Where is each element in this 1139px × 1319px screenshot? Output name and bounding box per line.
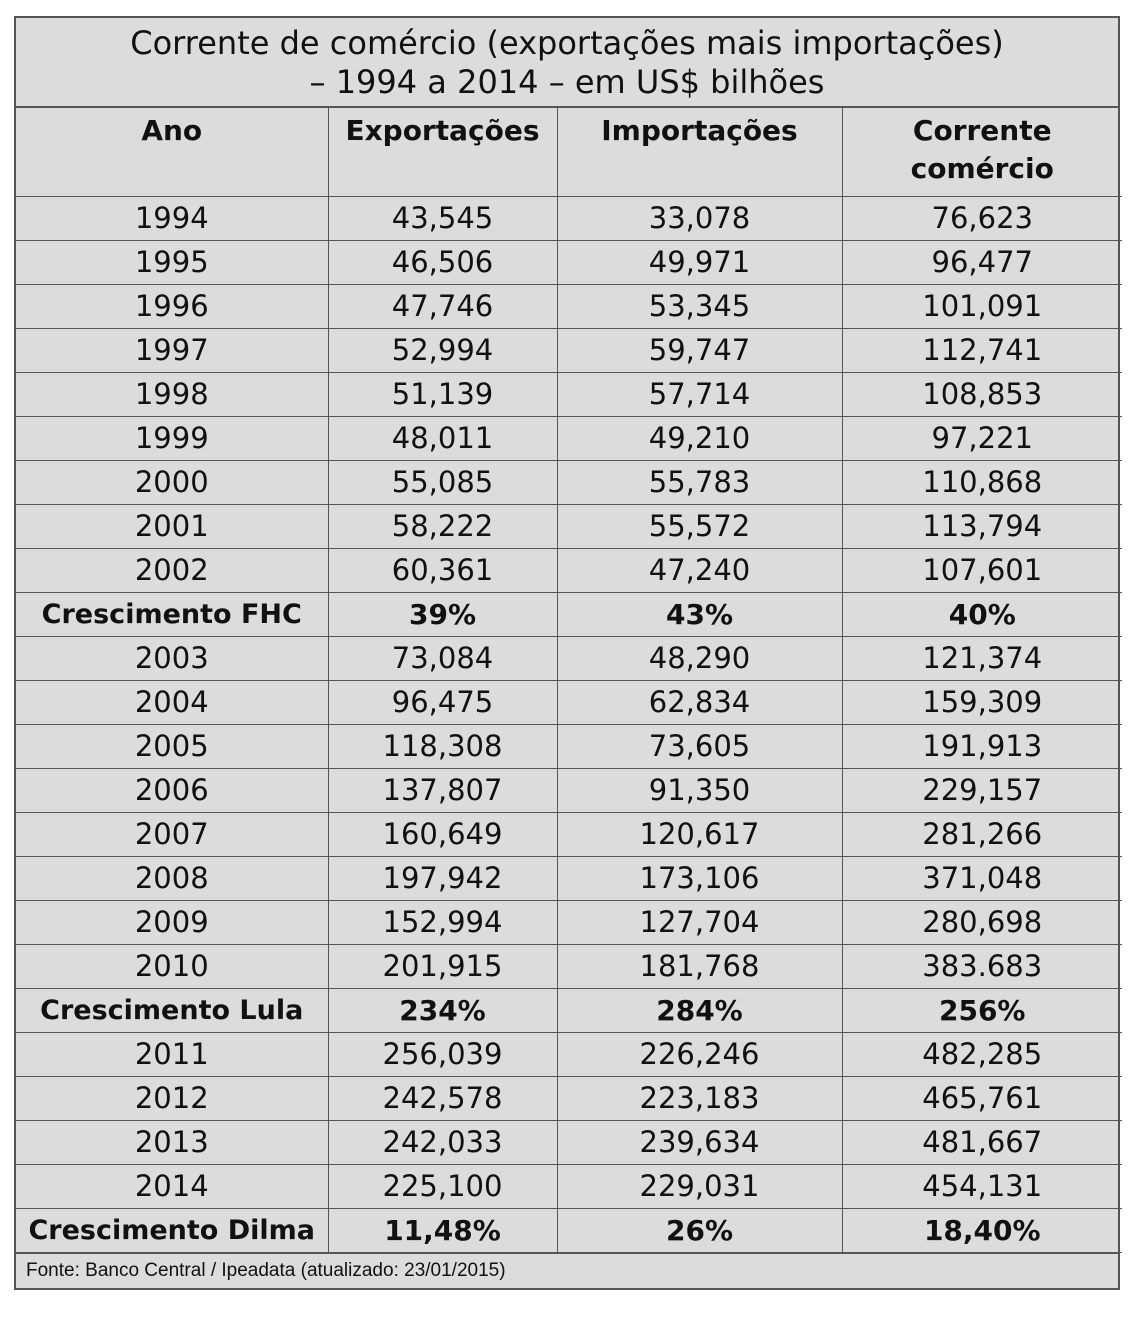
imports-cell: 173,106: [557, 857, 842, 901]
table-row: [16, 197, 1122, 241]
trade-flow-cell: 454,131: [842, 1165, 1122, 1209]
imports-cell: 43%: [557, 593, 842, 637]
exports-cell: 242,033: [328, 1121, 557, 1165]
year-cell: 2009: [16, 901, 328, 945]
year-cell: 2007: [16, 813, 328, 857]
imports-cell: 55,572: [557, 505, 842, 549]
imports-cell: 49,971: [557, 241, 842, 285]
exports-cell: 11,48%: [328, 1209, 557, 1253]
imports-cell: 91,350: [557, 769, 842, 813]
exports-cell: 256,039: [328, 1033, 557, 1077]
year-cell: 2002: [16, 549, 328, 593]
table-row: [16, 1077, 1122, 1121]
imports-cell: 49,210: [557, 417, 842, 461]
table-row: [16, 241, 1122, 285]
trade-flow-cell: 97,221: [842, 417, 1122, 461]
imports-cell: 239,634: [557, 1121, 842, 1165]
table-row: [16, 813, 1122, 857]
trade-flow-cell: 280,698: [842, 901, 1122, 945]
trade-flow-cell: 113,794: [842, 505, 1122, 549]
imports-cell: 284%: [557, 989, 842, 1033]
trade-table: [16, 108, 1122, 1253]
exports-cell: 201,915: [328, 945, 557, 989]
trade-flow-cell: 112,741: [842, 329, 1122, 373]
exports-cell: 48,011: [328, 417, 557, 461]
table-row: [16, 505, 1122, 549]
imports-cell: 127,704: [557, 901, 842, 945]
imports-cell: 73,605: [557, 725, 842, 769]
table-row: [16, 901, 1122, 945]
trade-flow-cell: 107,601: [842, 549, 1122, 593]
imports-cell: 47,240: [557, 549, 842, 593]
growth-row: [16, 989, 1122, 1033]
trade-flow-cell: 101,091: [842, 285, 1122, 329]
header-imports: Importações: [557, 108, 842, 197]
year-cell: Crescimento Dilma: [16, 1209, 328, 1253]
table-row: [16, 681, 1122, 725]
year-cell: 2010: [16, 945, 328, 989]
exports-cell: 55,085: [328, 461, 557, 505]
trade-flow-cell: 481,667: [842, 1121, 1122, 1165]
table-row: [16, 725, 1122, 769]
table-row: [16, 637, 1122, 681]
imports-cell: 53,345: [557, 285, 842, 329]
table-row: [16, 945, 1122, 989]
year-cell: 2006: [16, 769, 328, 813]
trade-flow-cell: 110,868: [842, 461, 1122, 505]
table-row: [16, 549, 1122, 593]
growth-row: [16, 1209, 1122, 1253]
year-cell: 1999: [16, 417, 328, 461]
imports-cell: 57,714: [557, 373, 842, 417]
exports-cell: 160,649: [328, 813, 557, 857]
exports-cell: 225,100: [328, 1165, 557, 1209]
exports-cell: 46,506: [328, 241, 557, 285]
table-row: [16, 417, 1122, 461]
year-cell: 1994: [16, 197, 328, 241]
source-note: Fonte: Banco Central / Ipeadata (atualizado: 23/01/2015): [16, 1253, 1118, 1288]
year-cell: 2014: [16, 1165, 328, 1209]
imports-cell: 26%: [557, 1209, 842, 1253]
trade-flow-cell: 229,157: [842, 769, 1122, 813]
exports-cell: 234%: [328, 989, 557, 1033]
year-cell: 1997: [16, 329, 328, 373]
imports-cell: 59,747: [557, 329, 842, 373]
exports-cell: 73,084: [328, 637, 557, 681]
year-cell: 2001: [16, 505, 328, 549]
trade-flow-cell: 191,913: [842, 725, 1122, 769]
trade-flow-cell: 76,623: [842, 197, 1122, 241]
imports-cell: 120,617: [557, 813, 842, 857]
table-row: [16, 285, 1122, 329]
imports-cell: 223,183: [557, 1077, 842, 1121]
exports-cell: 118,308: [328, 725, 557, 769]
table-row: [16, 857, 1122, 901]
year-cell: 2012: [16, 1077, 328, 1121]
table-row: [16, 329, 1122, 373]
exports-cell: 43,545: [328, 197, 557, 241]
exports-cell: 137,807: [328, 769, 557, 813]
year-cell: 2004: [16, 681, 328, 725]
exports-cell: 58,222: [328, 505, 557, 549]
trade-flow-cell: 256%: [842, 989, 1122, 1033]
exports-cell: 47,746: [328, 285, 557, 329]
year-cell: 2013: [16, 1121, 328, 1165]
trade-flow-cell: 371,048: [842, 857, 1122, 901]
year-cell: 1995: [16, 241, 328, 285]
year-cell: 1998: [16, 373, 328, 417]
year-cell: Crescimento FHC: [16, 593, 328, 637]
table-row: [16, 461, 1122, 505]
title-line-2: – 1994 a 2014 – em US$ bilhões: [309, 63, 825, 101]
table-row: [16, 1121, 1122, 1165]
table-row: [16, 373, 1122, 417]
imports-cell: 55,783: [557, 461, 842, 505]
trade-flow-cell: 281,266: [842, 813, 1122, 857]
table-title: [16, 18, 1118, 108]
imports-cell: 33,078: [557, 197, 842, 241]
growth-row: [16, 593, 1122, 637]
header-exports: Exportações: [328, 108, 557, 197]
year-cell: 2000: [16, 461, 328, 505]
year-cell: 2005: [16, 725, 328, 769]
trade-flow-cell: 40%: [842, 593, 1122, 637]
trade-flow-cell: 159,309: [842, 681, 1122, 725]
year-cell: 1996: [16, 285, 328, 329]
exports-cell: 242,578: [328, 1077, 557, 1121]
exports-cell: 51,139: [328, 373, 557, 417]
trade-flow-cell: 383.683: [842, 945, 1122, 989]
header-row: [16, 108, 1122, 197]
exports-cell: 197,942: [328, 857, 557, 901]
table-row: [16, 769, 1122, 813]
trade-flow-cell: 121,374: [842, 637, 1122, 681]
trade-flow-cell: 465,761: [842, 1077, 1122, 1121]
header-trade-flow: Corrente comércio: [842, 108, 1122, 197]
imports-cell: 181,768: [557, 945, 842, 989]
table-row: [16, 1165, 1122, 1209]
exports-cell: 152,994: [328, 901, 557, 945]
year-cell: 2008: [16, 857, 328, 901]
table-body: [16, 197, 1122, 1253]
imports-cell: 229,031: [557, 1165, 842, 1209]
title-line-1: Corrente de comércio (exportações mais importações): [130, 24, 1004, 62]
trade-flow-cell: 482,285: [842, 1033, 1122, 1077]
imports-cell: 226,246: [557, 1033, 842, 1077]
imports-cell: 62,834: [557, 681, 842, 725]
year-cell: 2003: [16, 637, 328, 681]
header-year: Ano: [16, 108, 328, 197]
exports-cell: 96,475: [328, 681, 557, 725]
trade-flow-cell: 18,40%: [842, 1209, 1122, 1253]
year-cell: Crescimento Lula: [16, 989, 328, 1033]
table-row: [16, 1033, 1122, 1077]
year-cell: 2011: [16, 1033, 328, 1077]
trade-table-sheet: [14, 16, 1120, 1290]
exports-cell: 39%: [328, 593, 557, 637]
exports-cell: 60,361: [328, 549, 557, 593]
exports-cell: 52,994: [328, 329, 557, 373]
imports-cell: 48,290: [557, 637, 842, 681]
trade-flow-cell: 108,853: [842, 373, 1122, 417]
trade-flow-cell: 96,477: [842, 241, 1122, 285]
